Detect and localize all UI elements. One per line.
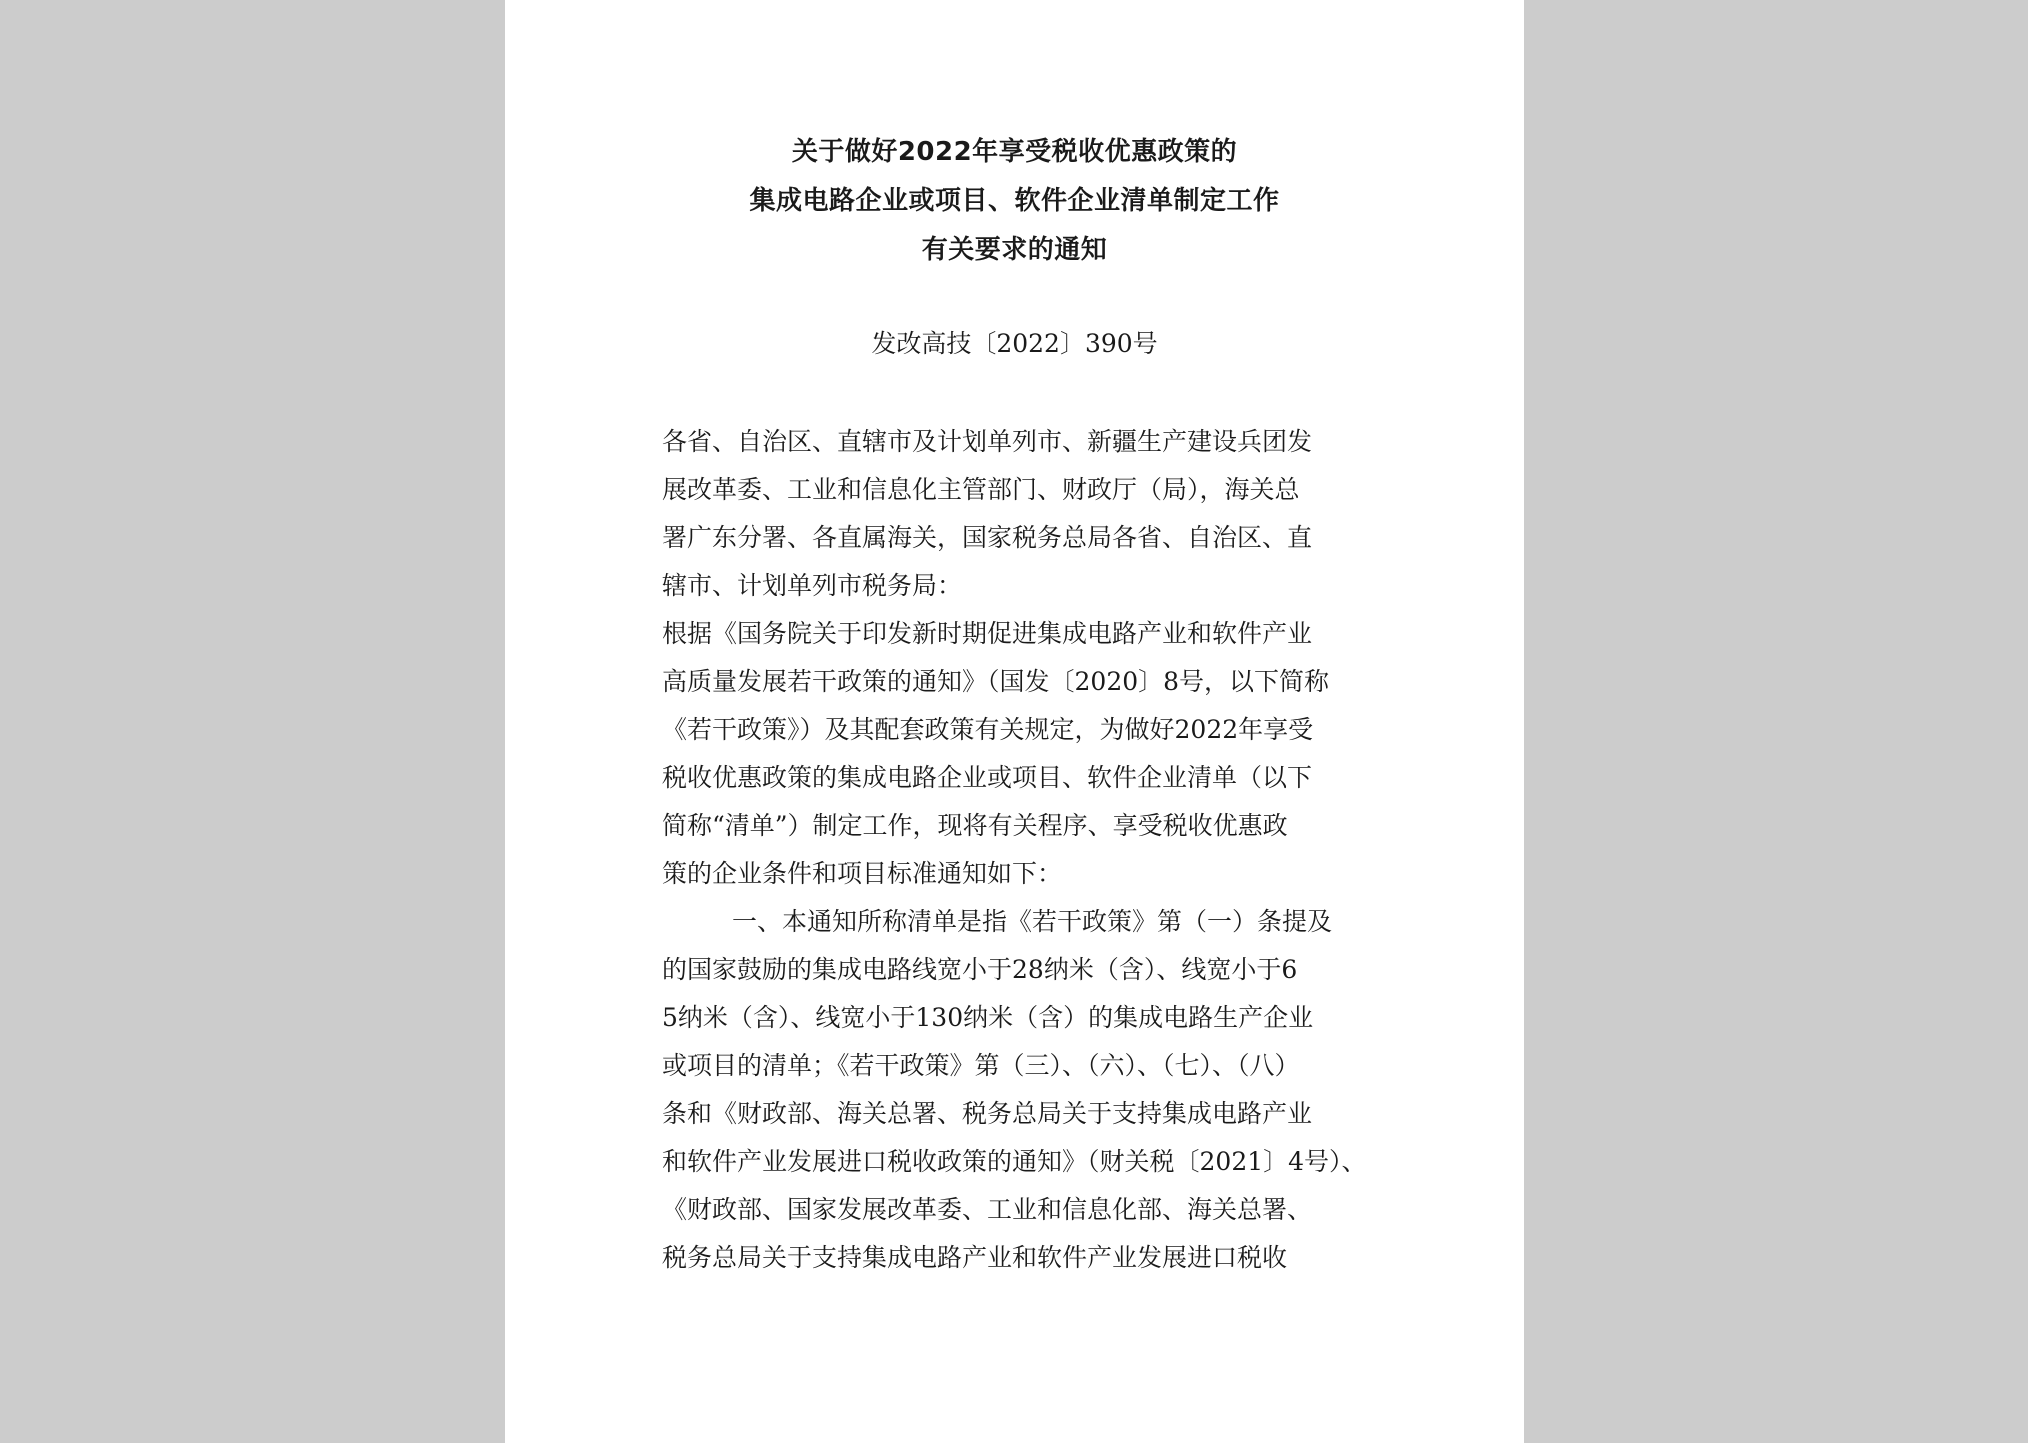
body-line: 或项目的清单；《若干政策》第（三）、（六）、（七）、（八） bbox=[662, 1051, 1300, 1080]
title-line-2: 集成电路企业或项目、软件企业清单制定工作 bbox=[749, 186, 1280, 216]
body-line: 根据《国务院关于印发新时期促进集成电路产业和软件产业 bbox=[662, 619, 1313, 648]
document-title bbox=[505, 128, 1524, 275]
document-page bbox=[505, 0, 1524, 1443]
body-line: 各省、自治区、直辖市及计划单列市、新疆生产建设兵团发 bbox=[662, 427, 1313, 456]
body-line: 5纳米（含）、线宽小于130纳米（含）的集成电路生产企业 bbox=[662, 1003, 1314, 1032]
body-line: 的国家鼓励的集成电路线宽小于28纳米（含）、线宽小于6 bbox=[662, 955, 1298, 984]
body-line: 展改革委、工业和信息化主管部门、财政厅（局），海关总 bbox=[662, 475, 1300, 504]
body-line: 高质量发展若干政策的通知》（国发〔2020〕8号，以下简称 bbox=[662, 667, 1330, 696]
body-line: 一、本通知所称清单是指《若干政策》第（一）条提及 bbox=[732, 907, 1333, 936]
body-line: 署广东分署、各直属海关，国家税务总局各省、自治区、直 bbox=[662, 523, 1313, 552]
document-body bbox=[662, 418, 1382, 1282]
body-line: 简称“清单”）制定工作，现将有关程序、享受税收优惠政 bbox=[662, 811, 1288, 840]
body-line: 和软件产业发展进口税收政策的通知》（财关税〔2021〕4号）、 bbox=[662, 1147, 1367, 1176]
body-line: 税收优惠政策的集成电路企业或项目、软件企业清单（以下 bbox=[662, 763, 1313, 792]
document-number: 发改高技〔2022〕390号 bbox=[871, 329, 1158, 358]
body-line: 《财政部、国家发展改革委、工业和信息化部、海关总署、 bbox=[662, 1195, 1313, 1224]
body-line: 辖市、计划单列市税务局： bbox=[662, 571, 963, 600]
body-line: 税务总局关于支持集成电路产业和软件产业发展进口税收 bbox=[662, 1243, 1288, 1272]
title-line-1: 关于做好2022年享受税收优惠政策的 bbox=[791, 137, 1238, 167]
body-line: 策的企业条件和项目标准通知如下： bbox=[662, 859, 1063, 888]
body-line: 条和《财政部、海关总署、税务总局关于支持集成电路产业 bbox=[662, 1099, 1313, 1128]
title-line-3: 有关要求的通知 bbox=[921, 235, 1108, 265]
body-line: 《若干政策》）及其配套政策有关规定，为做好2022年享受 bbox=[662, 715, 1314, 744]
